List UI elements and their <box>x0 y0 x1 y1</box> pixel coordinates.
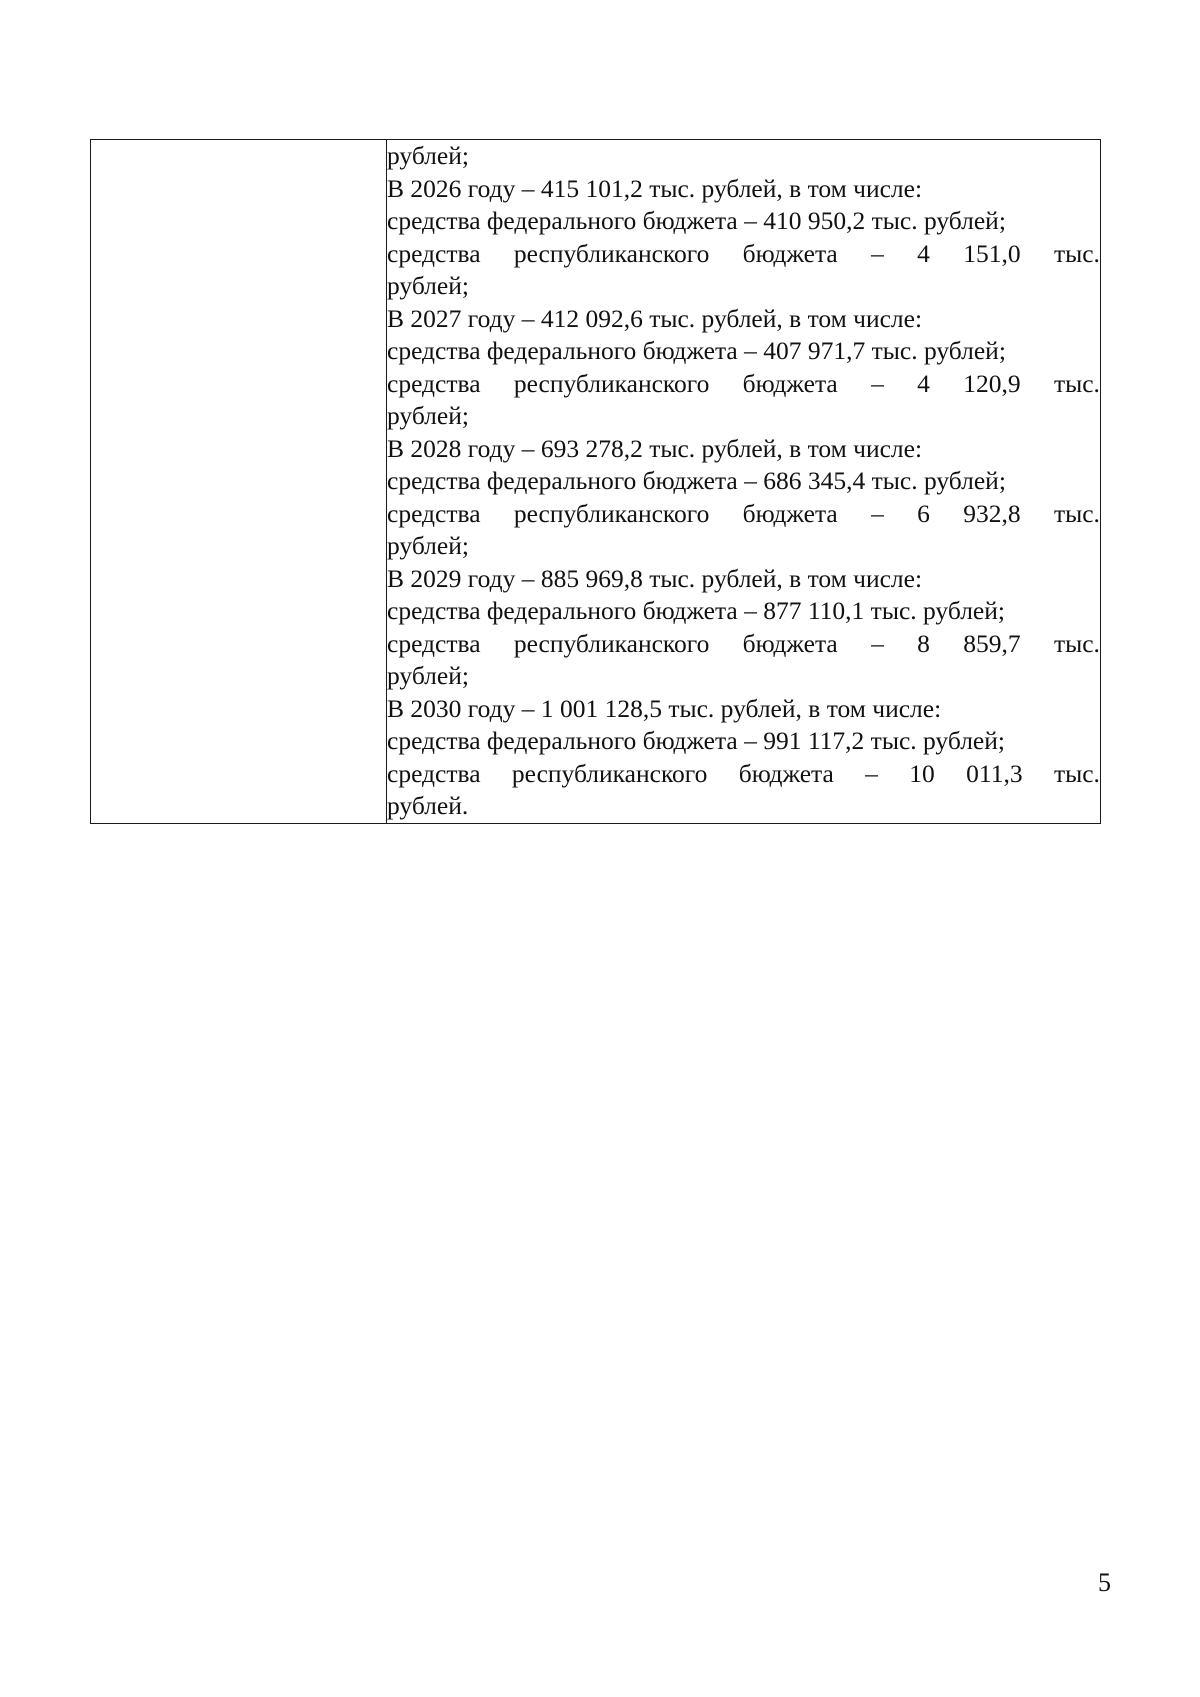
budget-table <box>90 139 1101 824</box>
word: средства <box>387 498 481 528</box>
word: бюджета <box>742 628 838 658</box>
word: тыс. <box>1053 628 1100 658</box>
year-line-2030: В 2030 году – 1 001 128,5 тыс. рублей, в том числе: <box>387 693 942 723</box>
word: средства <box>387 238 481 268</box>
federal-budget-line-2028: средства федерального бюджета – 686 345,4 тыс. рублей; <box>387 466 1006 495</box>
word: – <box>871 498 884 528</box>
word: 10 <box>909 758 935 788</box>
word: средства <box>387 758 481 788</box>
word: – <box>871 628 884 658</box>
text-line: рублей; <box>387 271 469 300</box>
federal-budget-line-2029: средства федерального бюджета – 877 110,1 тыс. рублей; <box>387 596 1005 625</box>
word: – <box>871 238 884 268</box>
republican-budget-line-2026 <box>387 238 1100 271</box>
word: бюджета <box>742 368 838 398</box>
year-line-2026: В 2026 году – 415 101,2 тыс. рублей, в том числе: <box>387 173 923 203</box>
word: 011,3 <box>966 758 1023 788</box>
year-line-2029: В 2029 году – 885 969,8 тыс. рублей, в том числе: <box>387 563 923 593</box>
text-line: рублей; <box>387 531 469 560</box>
word: бюджета <box>742 238 838 268</box>
word: средства <box>387 368 481 398</box>
word: республиканского <box>513 628 710 658</box>
word: 4 <box>917 368 930 398</box>
word: республиканского <box>513 238 710 268</box>
word: тыс. <box>1053 758 1100 788</box>
republican-budget-line-2030 <box>387 758 1100 791</box>
table-cell-right <box>387 140 1101 824</box>
republican-budget-line-2027 <box>387 368 1100 401</box>
word: республиканского <box>513 498 710 528</box>
text-line: рублей; <box>387 141 469 170</box>
word: 4 <box>917 238 930 268</box>
page-number: 5 <box>1098 1568 1111 1597</box>
republican-budget-line-2029 <box>387 628 1100 661</box>
federal-budget-line-2027: средства федерального бюджета – 407 971,7 тыс. рублей; <box>387 336 1006 365</box>
word: 120,9 <box>963 368 1021 398</box>
word: 8 <box>917 628 930 658</box>
text-line: рублей. <box>387 791 469 820</box>
federal-budget-line-2026: средства федерального бюджета – 410 950,2 тыс. рублей; <box>387 206 1006 235</box>
word: тыс. <box>1053 498 1100 528</box>
table-row <box>91 140 1101 824</box>
word: средства <box>387 628 481 658</box>
federal-budget-line-2030: средства федерального бюджета – 991 117,2 тыс. рублей; <box>387 726 1005 755</box>
word: республиканского <box>513 368 710 398</box>
word: бюджета <box>742 498 838 528</box>
word: бюджета <box>738 758 834 788</box>
text-line: рублей; <box>387 661 469 690</box>
word: 932,8 <box>963 498 1021 528</box>
year-line-2028: В 2028 году – 693 278,2 тыс. рублей, в том числе: <box>387 433 923 463</box>
word: тыс. <box>1053 238 1100 268</box>
table-cell-left <box>91 140 387 824</box>
word: республиканского <box>511 758 708 788</box>
word: – <box>871 368 884 398</box>
word: 6 <box>917 498 930 528</box>
word: – <box>865 758 878 788</box>
word: тыс. <box>1053 368 1100 398</box>
word: 859,7 <box>963 628 1021 658</box>
word: 151,0 <box>963 238 1021 268</box>
text-line: рублей; <box>387 401 469 430</box>
republican-budget-line-2028 <box>387 498 1100 531</box>
year-line-2027: В 2027 году – 412 092,6 тыс. рублей, в том числе: <box>387 303 923 333</box>
